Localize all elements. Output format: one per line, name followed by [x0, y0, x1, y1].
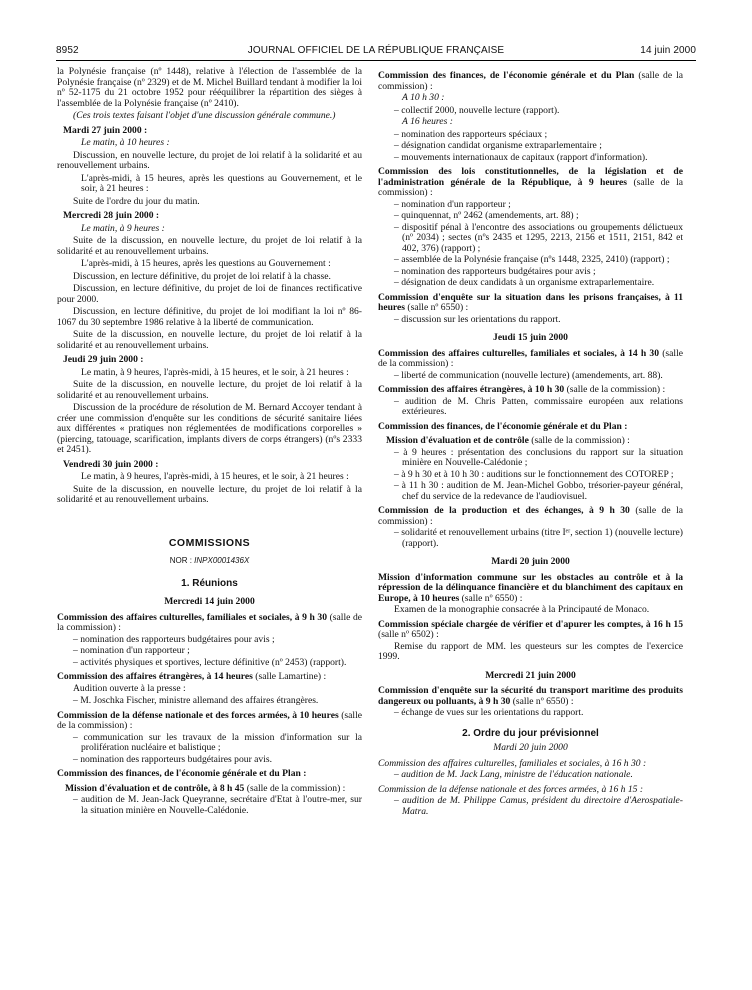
right-column	[378, 67, 683, 967]
agenda-paragraph: Suite de la discussion, en nouvelle lecture, du projet de loi relatif à la solidarité et au renouvellement urbains.	[57, 379, 362, 401]
agenda-paragraph: Discussion, en lecture définitive, du projet de loi de finances rectificative pour 2000.	[57, 283, 362, 305]
room-label: (salle nº 6550) :	[461, 592, 523, 604]
commission-name: Commission de la production et des échanges, à 9 h 30	[378, 505, 630, 516]
nor-code: INPX0001436X	[194, 556, 250, 565]
mission-heading	[378, 436, 683, 447]
session-time: A 16 heures :	[402, 116, 453, 127]
ordre-du-jour-title: 2. Ordre du jour prévisionnel	[462, 727, 599, 739]
room-label: (salle de la commission) :	[378, 347, 683, 369]
agenda-item: – dispositif pénal à l'encontre des associations ou groupements délictueux (nº 2034) ; sectes (nºs 2435 et 1295, 2213, 2156 et 1511, 2151, 842 et 402, 376) (rapport) ;	[394, 221, 683, 254]
agenda-item: – audition de M. Jack Lang, ministre de l'éducation nationale.	[394, 769, 633, 780]
commission-heading: Commission des finances, de l'économie générale et du Plan :	[378, 420, 628, 432]
agenda-item: – collectif 2000, nouvelle lecture (rapport).	[394, 104, 560, 116]
room-label: (salle nº 6550) :	[407, 302, 469, 313]
agenda-paragraph: Audition ouverte à la presse :	[73, 682, 186, 694]
agenda-item: – audition de M. Jean-Jack Queyranne, secrétaire d'Etat à l'outre-mer, sur la situation minière en Nouvelle-Calédonie.	[73, 794, 362, 816]
agenda-item: – audition de M. Philippe Camus, président du directoire d'Aerospatiale-Matra.	[394, 795, 683, 817]
agenda-paragraph: Suite de la discussion, en nouvelle lecture, du projet de loi relatif à la solidarité et au renouvellement urbains.	[57, 329, 362, 351]
intro-paragraph: la Polynésie française (nº 1448), relative à l'élection de l'assemblée de la Polynésie française (nº 2329) et de M. Michel Buillard tendant à modifier la loi nº 52-1175 du 21 octobre 1952 pour rééquilibrer la répartition des sièges à l'assemblée de la Polynésie française (nº 2410).	[57, 67, 362, 109]
session-time: L'après-midi, à 15 heures, après les questions au Gouvernement :	[81, 258, 331, 269]
date-heading: Mardi 20 juin 2000	[491, 556, 570, 567]
agenda-paragraph: Suite de la discussion, en nouvelle lecture, du projet de loi relatif à la solidarité et au renouvellement urbains.	[57, 483, 362, 505]
room-label: (salle nº 6502) :	[378, 629, 439, 640]
agenda-item: – M. Joschka Fischer, ministre allemand des affaires étrangères.	[73, 695, 319, 706]
date-heading: Mercredi 21 juin 2000	[485, 669, 576, 681]
agenda-item: – désignation de deux candidats à un organisme extraparlementaire.	[394, 277, 655, 288]
commission-heading	[378, 573, 683, 605]
session-time: L'après-midi, à 15 heures, après les questions au Gouvernement, et le soir, à 21 heures :	[81, 172, 362, 194]
commission-heading	[57, 711, 362, 732]
agenda-item: – audition de M. Chris Patten, commissaire européen aux relations extérieures.	[394, 395, 683, 417]
commissions-title: COMMISSIONS	[168, 536, 251, 549]
commission-name: Commission des lois constitutionnelles, de la législation et de l'administration générale de la République, à 9 heures	[378, 166, 683, 188]
room-label: (salle de la commission) :	[246, 782, 346, 794]
journal-title: JOURNAL OFFICIEL DE LA RÉPUBLIQUE FRANÇAISE	[247, 45, 505, 56]
nor-label: NOR :	[169, 556, 195, 565]
commission-name: Commission des finances, de l'économie générale et du Plan	[378, 70, 635, 81]
room-label: (salle de la commission) :	[57, 611, 362, 633]
session-time: Le matin, à 9 heures :	[81, 222, 165, 234]
agenda-item: – à 9 h 30 et à 10 h 30 : auditions sur le fonctionnement des COTOREP ;	[394, 468, 674, 480]
agenda-item: – solidarité et renouvellement urbains (titre Iᵉʳ, section 1) (nouvelle lecture) (rapport).	[394, 527, 683, 549]
agenda-item: – communication sur les travaux de la mission d'information sur la prolifération nucléaire et balistique ;	[73, 731, 362, 753]
commission-name: Commission des affaires culturelles, familiales et sociales, à 9 h 30	[57, 611, 328, 623]
agenda-item: – quinquennat, nº 2462 (amendements, art. 88) ;	[394, 210, 579, 221]
commission-heading	[378, 293, 683, 314]
agenda-item: – activités physiques et sportives, lecture définitive (nº 2453) (rapport).	[73, 656, 347, 668]
agenda-item: – échange de vues sur les orientations du rapport.	[394, 707, 584, 718]
commission-heading	[57, 672, 362, 683]
agenda-item: – à 9 heures : présentation des conclusions du rapport sur la situation minière en Nouvelle-Calédonie ;	[394, 446, 683, 468]
left-column	[57, 67, 362, 967]
session-time: Le matin, à 9 heures, l'après-midi, à 15 heures, et le soir, à 21 heures :	[81, 366, 349, 378]
agenda-item: – nomination d'un rapporteur ;	[73, 645, 190, 656]
agenda-paragraph: Suite de l'ordre du jour du matin.	[73, 195, 200, 207]
mission-heading	[57, 784, 362, 795]
room-label: (salle nº 6550) :	[512, 695, 574, 707]
room-label: (salle de la commission) :	[378, 505, 683, 527]
room-label: (salle Lamartine) :	[255, 671, 327, 682]
agenda-item: – mouvements internationaux de capitaux (rapport d'information).	[394, 151, 648, 163]
page-number: 8952	[56, 45, 79, 56]
agenda-item: – nomination d'un rapporteur ;	[394, 198, 511, 210]
agenda-paragraph: Suite de la discussion, en nouvelle lecture, du projet de loi relatif à la solidarité et au renouvellement urbains.	[57, 235, 362, 257]
date-heading: Mercredi 14 juin 2000	[164, 596, 255, 607]
agenda-paragraph: Discussion, en nouvelle lecture, du projet de loi relatif à la solidarité et au renouvellement urbains.	[57, 149, 362, 171]
agenda-paragraph: Discussion de la procédure de résolution de M. Bernard Accoyer tendant à créer une commission d'enquête sur les conditions de sécurité sanitaire liées aux différentes « pratiques non réglementées de modifications corporelles » (piercing, tatouage, scarification, implants divers de corps étrangers) (nºs 2333 et 2451).	[57, 402, 362, 455]
agenda-item: – discussion sur les orientations du rapport.	[394, 313, 561, 325]
general-discussion-note: (Ces trois textes faisant l'objet d'une discussion générale commune.)	[73, 110, 336, 121]
mission-name: Mission d'évaluation et de contrôle, à 8 h 45	[65, 782, 245, 794]
commission-name: Commission de la défense nationale et des forces armées, à 10 heures	[57, 709, 339, 721]
session-time: A 10 h 30 :	[402, 92, 445, 103]
commission-heading	[378, 620, 683, 641]
day-heading: Jeudi 29 juin 2000 :	[63, 354, 144, 365]
day-heading: Mardi 27 juin 2000 :	[63, 124, 148, 136]
agenda-item: – nomination des rapporteurs budgétaires pour avis.	[73, 753, 273, 765]
date-heading: Mardi 20 juin 2000	[493, 742, 568, 753]
commission-heading	[378, 506, 683, 527]
commission-name: Commission spéciale chargée de vérifier et d'apurer les comptes, à 16 h 15	[378, 618, 683, 630]
issue-date: 14 juin 2000	[640, 45, 696, 56]
agenda-item: – désignation candidat organisme extraparlementaire ;	[394, 140, 602, 151]
agenda-item: – nomination des rapporteurs budgétaires pour avis ;	[73, 633, 275, 645]
agenda-item: – à 11 h 30 : audition de M. Jean-Michel Gobbo, trésorier-payeur général, chef du service de la redevance de l'audiovisuel.	[394, 480, 683, 502]
agenda-paragraph: Examen de la monographie consacrée à la Principauté de Monaco.	[394, 604, 650, 615]
day-heading: Mercredi 28 juin 2000 :	[63, 210, 160, 221]
agenda-item: – nomination des rapporteurs budgétaires pour avis ;	[394, 265, 596, 277]
agenda-item: – assemblée de la Polynésie française (nºs 1448, 2325, 2410) (rapport) ;	[394, 254, 670, 265]
agenda-paragraph: Discussion, en lecture définitive, du projet de loi modifiant la loi nº 86-1067 du 30 septembre 1986 relative à la liberté de communication.	[57, 306, 362, 328]
commission-name: Commission des affaires culturelles, familiales et sociales, à 14 h 30	[378, 347, 660, 359]
commission-name: Mission d'information commune sur les obstacles au contrôle et à la répression de la délinquance financière et du blanchiment des capitaux en Europe, à 10 heures	[378, 571, 683, 604]
agenda-paragraph: Discussion, en lecture définitive, du projet de loi relatif à la chasse.	[73, 270, 331, 282]
commission-heading	[378, 167, 683, 199]
session-time: Le matin, à 10 heures :	[81, 137, 170, 148]
agenda-item: – liberté de communication (nouvelle lecture) (amendements, art. 88).	[394, 369, 663, 381]
commission-heading	[378, 385, 683, 396]
agenda-item: – nomination des rapporteurs spéciaux ;	[394, 128, 548, 140]
day-heading: Vendredi 30 juin 2000 :	[63, 458, 159, 470]
mission-name: Mission d'évaluation et de contrôle	[386, 435, 529, 446]
session-time: Le matin, à 9 heures, l'après-midi, à 15 heures, et le soir, à 21 heures :	[81, 471, 349, 482]
nor-reference	[57, 556, 362, 567]
commission-heading	[378, 71, 683, 92]
commission-heading	[57, 613, 362, 634]
room-label: (salle de la commission) :	[378, 176, 683, 198]
reunions-title: 1. Réunions	[181, 577, 238, 589]
room-label: (salle de la commission) :	[531, 435, 630, 446]
commission-heading: Commission de la défense nationale et des forces armées, à 16 h 15 :	[378, 783, 644, 795]
commission-name: Commission des affaires étrangères, à 10 h 30	[378, 384, 565, 395]
commission-heading	[378, 349, 683, 370]
room-label: (salle de la commission) :	[378, 70, 683, 92]
room-label: (salle de la commission) :	[566, 384, 666, 395]
commission-heading: Commission des affaires culturelles, familiales et sociales, à 16 h 30 :	[378, 757, 647, 769]
commission-name: Commission des affaires étrangères, à 14 heures	[57, 671, 253, 682]
date-heading: Jeudi 15 juin 2000	[493, 332, 568, 343]
commission-heading	[378, 686, 683, 707]
commission-heading: Commission des finances, de l'économie générale et du Plan :	[57, 768, 307, 779]
page-header	[56, 44, 696, 61]
room-label: (salle de la commission) :	[57, 709, 362, 731]
commission-name: Commission d'enquête sur la sécurité du transport maritime des produits dangereux ou polluants, à 9 h 30	[378, 685, 683, 707]
commission-name: Commission d'enquête sur la situation dans les prisons françaises, à 11 heures	[378, 291, 683, 313]
agenda-paragraph: Remise du rapport de MM. les questeurs sur les comptes de l'exercice 1999.	[378, 640, 683, 662]
